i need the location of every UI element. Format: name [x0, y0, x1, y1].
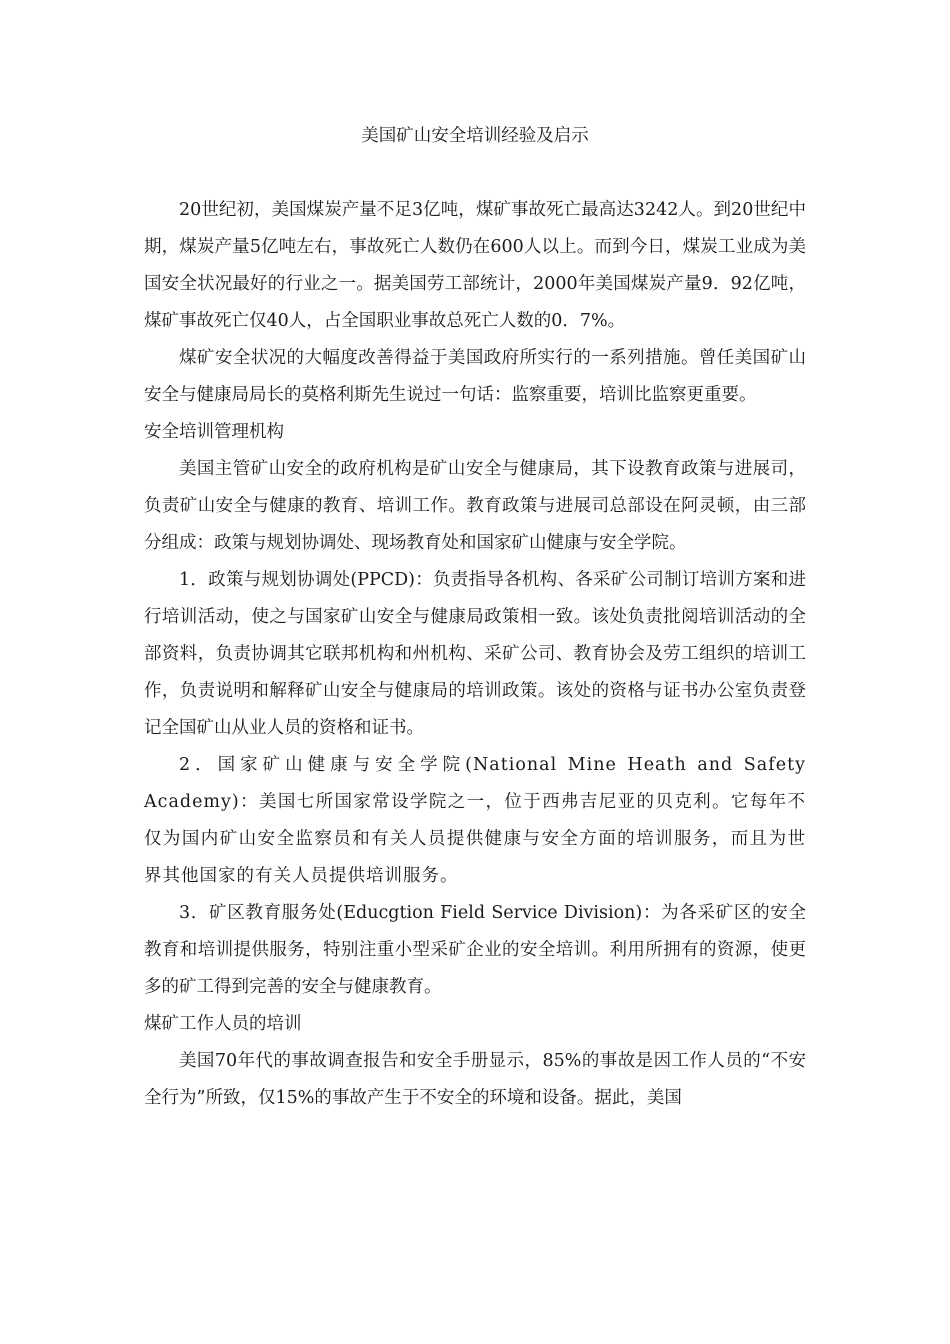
- document-body: [144, 118, 806, 1117]
- list-item-ppcd: 1．政策与规划协调处(PPCD)：负责指导各机构、各采矿公司制订培训方案和进行培训活动，使之与国家矿山安全与健康局政策相一致。该处负责批阅培训活动的全部资料，负责协调其它联邦机构和州机构、采矿公司、教育协会及劳工组织的培训工作，负责说明和解释矿山安全与健康局的培训政策。该处的资格与证书办公室负责登记全国矿山从业人员的资格和证书。: [144, 570, 806, 738]
- paragraph-safety-improvement: 煤矿安全状况的大幅度改善得益于美国政府所实行的一系列措施。曾任美国矿山安全与健康局局长的莫格利斯先生说过一句话：监察重要，培训比监察更重要。: [144, 348, 806, 405]
- document-title: 美国矿山安全培训经验及启示: [361, 126, 589, 146]
- list-item-field-service: 3．矿区教育服务处(Educgtion Field Service Division)：为各采矿区的安全教育和培训提供服务，特别注重小型采矿企业的安全培训。利用所拥有的资源，使更多的矿工得到完善的安全与健康教育。: [144, 903, 806, 997]
- paragraph-worker-training-intro: 美国70年代的事故调查报告和安全手册显示，85%的事故是因工作人员的“不安全行为”所致，仅15%的事故产生于不安全的环境和设备。据此，美国: [144, 1051, 806, 1108]
- section-heading-worker-training: 煤矿工作人员的培训: [144, 1014, 302, 1034]
- paragraph-agency-intro: 美国主管矿山安全的政府机构是矿山安全与健康局，其下设教育政策与进展司，负责矿山安全与健康的教育、培训工作。教育政策与进展司总部设在阿灵顿，由三部分组成：政策与规划协调处、现场教育处和国家矿山健康与安全学院。: [144, 459, 806, 553]
- list-item-academy: 2．国家矿山健康与安全学院(National Mine Heath and Safety Academy)：美国七所国家常设学院之一，位于西弗吉尼亚的贝克利。它每年不仅为国内矿山安全监察员和有关人员提供健康与安全方面的培训服务，而且为世界其他国家的有关人员提供培训服务。: [144, 755, 806, 886]
- paragraph-coal-statistics: 20世纪初，美国煤炭产量不足3亿吨，煤矿事故死亡最高达3242人。到20世纪中期，煤炭产量5亿吨左右，事故死亡人数仍在600人以上。而到今日，煤炭工业成为美国安全状况最好的行业之一。据美国劳工部统计，2000年美国煤炭产量9．92亿吨，煤矿事故死亡仅40人，占全国职业事故总死亡人数的0．7%。: [144, 200, 806, 331]
- section-heading-training-agency: 安全培训管理机构: [144, 422, 284, 442]
